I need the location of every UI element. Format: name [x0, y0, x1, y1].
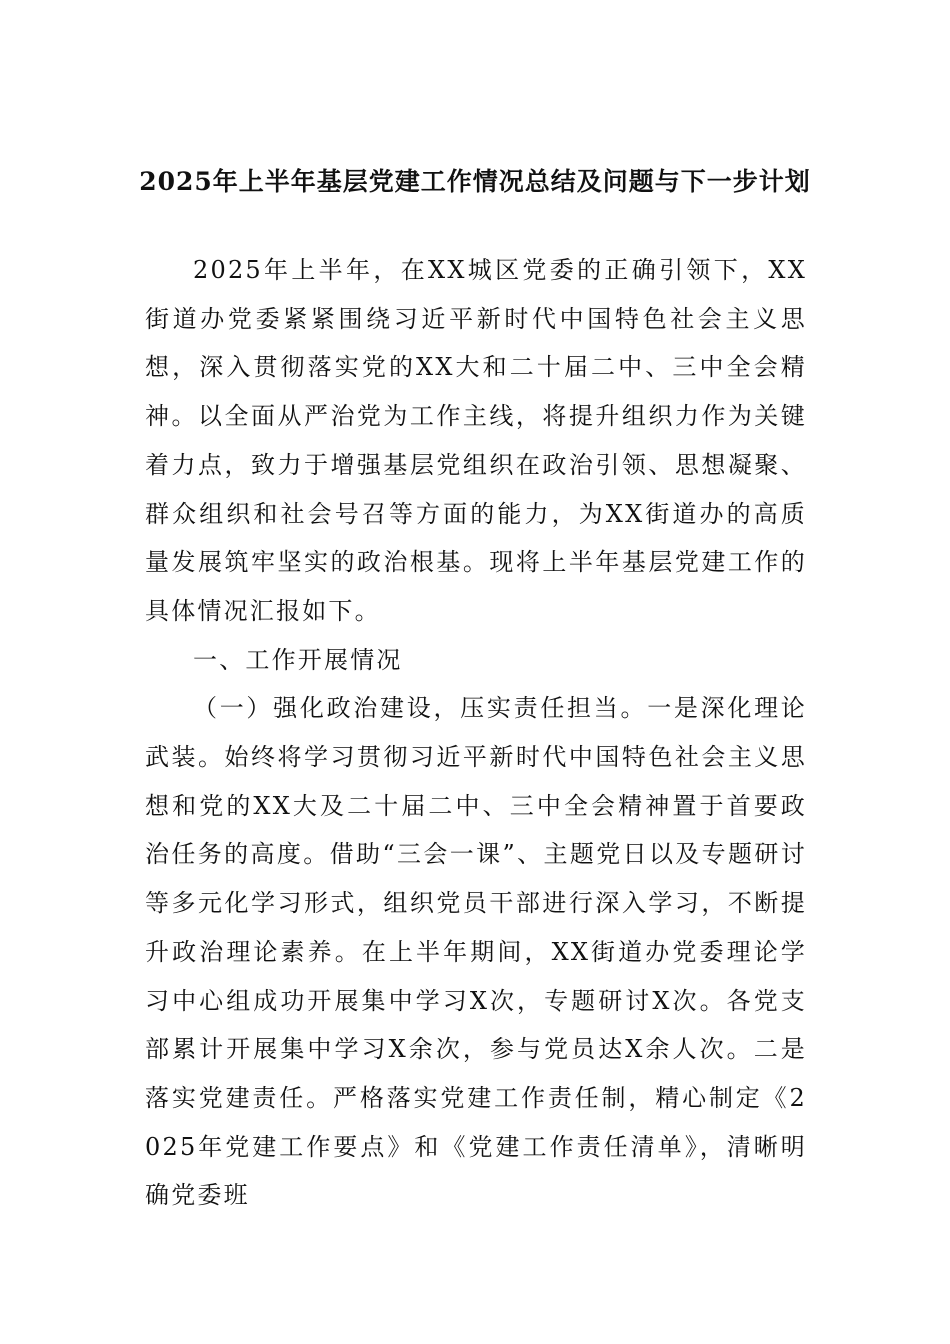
document-body [145, 246, 807, 1220]
section-heading: 一、工作开展情况 [193, 645, 403, 674]
document-title: 2025年上半年基层党建工作情况总结及问题与下一步计划 [139, 167, 811, 196]
subsection-paragraph: （一）强化政治建设，压实责任担当。一是深化理论武装。始终将学习贯彻习近平新时代中国特色社会主义思想和党的XX大及二十届二中、三中全会精神置于首要政治任务的高度。借助“三会一课”、主题党日以及专题研讨等多元化学习形式，组织党员干部进行深入学习，不断提升政治理论素养。在上半年期间，XX街道办党委理论学习中心组成功开展集中学习X次，专题研讨X次。各党支部累计开展集中学习X余次，参与党员达X余人次。二是落实党建责任。严格落实党建工作责任制，精心制定《2025年党建工作要点》和《党建工作责任清单》，清晰明确党委班 [145, 694, 807, 1210]
intro-paragraph: 2025年上半年，在XX城区党委的正确引领下，XX街道办党委紧紧围绕习近平新时代中国特色社会主义思想，深入贯彻落实党的XX大和二十届二中、三中全会精神。以全面从严治党为工作主线，将提升组织力作为关键着力点，致力于增强基层党组织在政治引领、思想凝聚、群众组织和社会号召等方面的能力，为XX街道办的高质量发展筑牢坚实的政治根基。现将上半年基层党建工作的具体情况汇报如下。 [145, 256, 807, 625]
